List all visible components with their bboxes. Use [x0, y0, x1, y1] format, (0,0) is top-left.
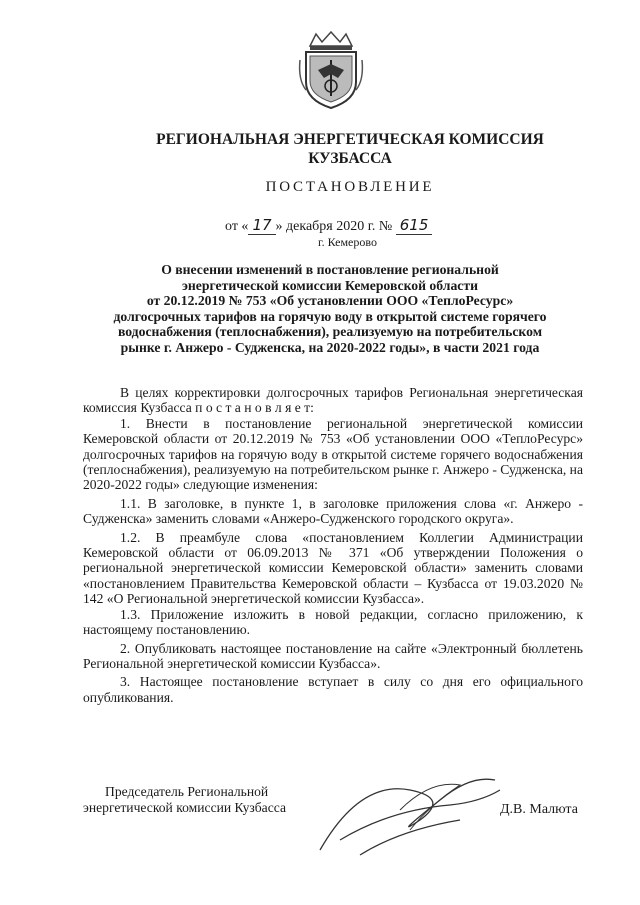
organization-name: РЕГИОНАЛЬНАЯ ЭНЕРГЕТИЧЕСКАЯ КОМИССИЯ [156, 131, 544, 148]
document-type: ПОСТАНОВЛЕНИЕ [265, 179, 435, 195]
paragraph-1: 1. Внести в постановление региональной энергетической комиссии Кемеровской области от 20.12.2019 № 753 «Об установлении ООО «ТеплоРесурс» долгосрочных тарифов на горячую воду в открытой системе горячего водоснабжения (теплоснабжения), реализуемую на потребительском рынке г. Анжеро - Судженска, на 2020-2022 годы» следующие изменения: [83, 415, 583, 493]
organization-name-line2: КУЗБАССА [308, 150, 392, 167]
date-line [225, 216, 432, 235]
title-line: от 20.12.2019 № 753 «Об установлении ООО «ТеплоРесурс» [146, 293, 514, 309]
signatory-name: Д.В. Малюта [500, 802, 578, 817]
title-line: долгосрочных тарифов на горячую воду в открытой системе горячего [113, 308, 547, 324]
coat-of-arms-icon [296, 30, 366, 110]
city: г. Кемерово [318, 235, 377, 249]
handwritten-signature-icon [300, 760, 510, 870]
preamble-verb: п о с т а н о в л я е т: [195, 400, 314, 416]
document-title [80, 262, 580, 356]
paragraph-1-2: 1.2. В преамбуле слова «постановлением Коллегии Администрации Кемеровской области от 06.09.2013 № 371 «Об утверждении Положения о региональной энергетической комиссии Кемеровской области» заменить словами «постановлением Правительства Кемеровской области – Кузбасса от 19.03.2020 № 142 «О Региональной энергетической комиссии Кузбасса». [83, 529, 583, 607]
document-body [83, 385, 583, 705]
signatory-position: Председатель Региональной энергетической комиссии Кузбасса [83, 784, 286, 815]
date-suffix: » декабря 2020 г. № [275, 219, 393, 234]
paragraph-2: 2. Опубликовать настоящее постановление на сайте «Электронный бюллетень Региональной энергетической комиссии Кузбасса». [83, 640, 583, 671]
date-day: 17 [248, 216, 275, 235]
title-line: водоснабжения (теплоснабжения), реализуемую на потребительском [117, 324, 543, 340]
date-prefix: от « [225, 219, 249, 234]
title-line: рынке г. Анжеро - Судженска, на 2020-2022 годы», в части 2021 года [120, 339, 540, 355]
document-number: 615 [396, 216, 433, 235]
paragraph-1-3: 1.3. Приложение изложить в новой редакции, согласно приложению, к настоящему постановлению. [83, 606, 583, 638]
title-line: О внесении изменений в постановление региональной [161, 262, 499, 277]
title-line: энергетической комиссии Кемеровской области [182, 277, 478, 293]
paragraph-3: 3. Настоящее постановление вступает в силу со дня его официального опубликования. [83, 674, 583, 705]
preamble: В целях корректировки долгосрочных тарифов Региональная энергетическая комиссия Кузбасса п о с т а н о в л я е т: [83, 385, 583, 416]
paragraph-1-1: 1.1. В заголовке, в пункте 1, в заголовке приложения слова «г. Анжеро - Судженска» заменить словами «Анжеро-Судженского городского округа». [83, 495, 583, 527]
